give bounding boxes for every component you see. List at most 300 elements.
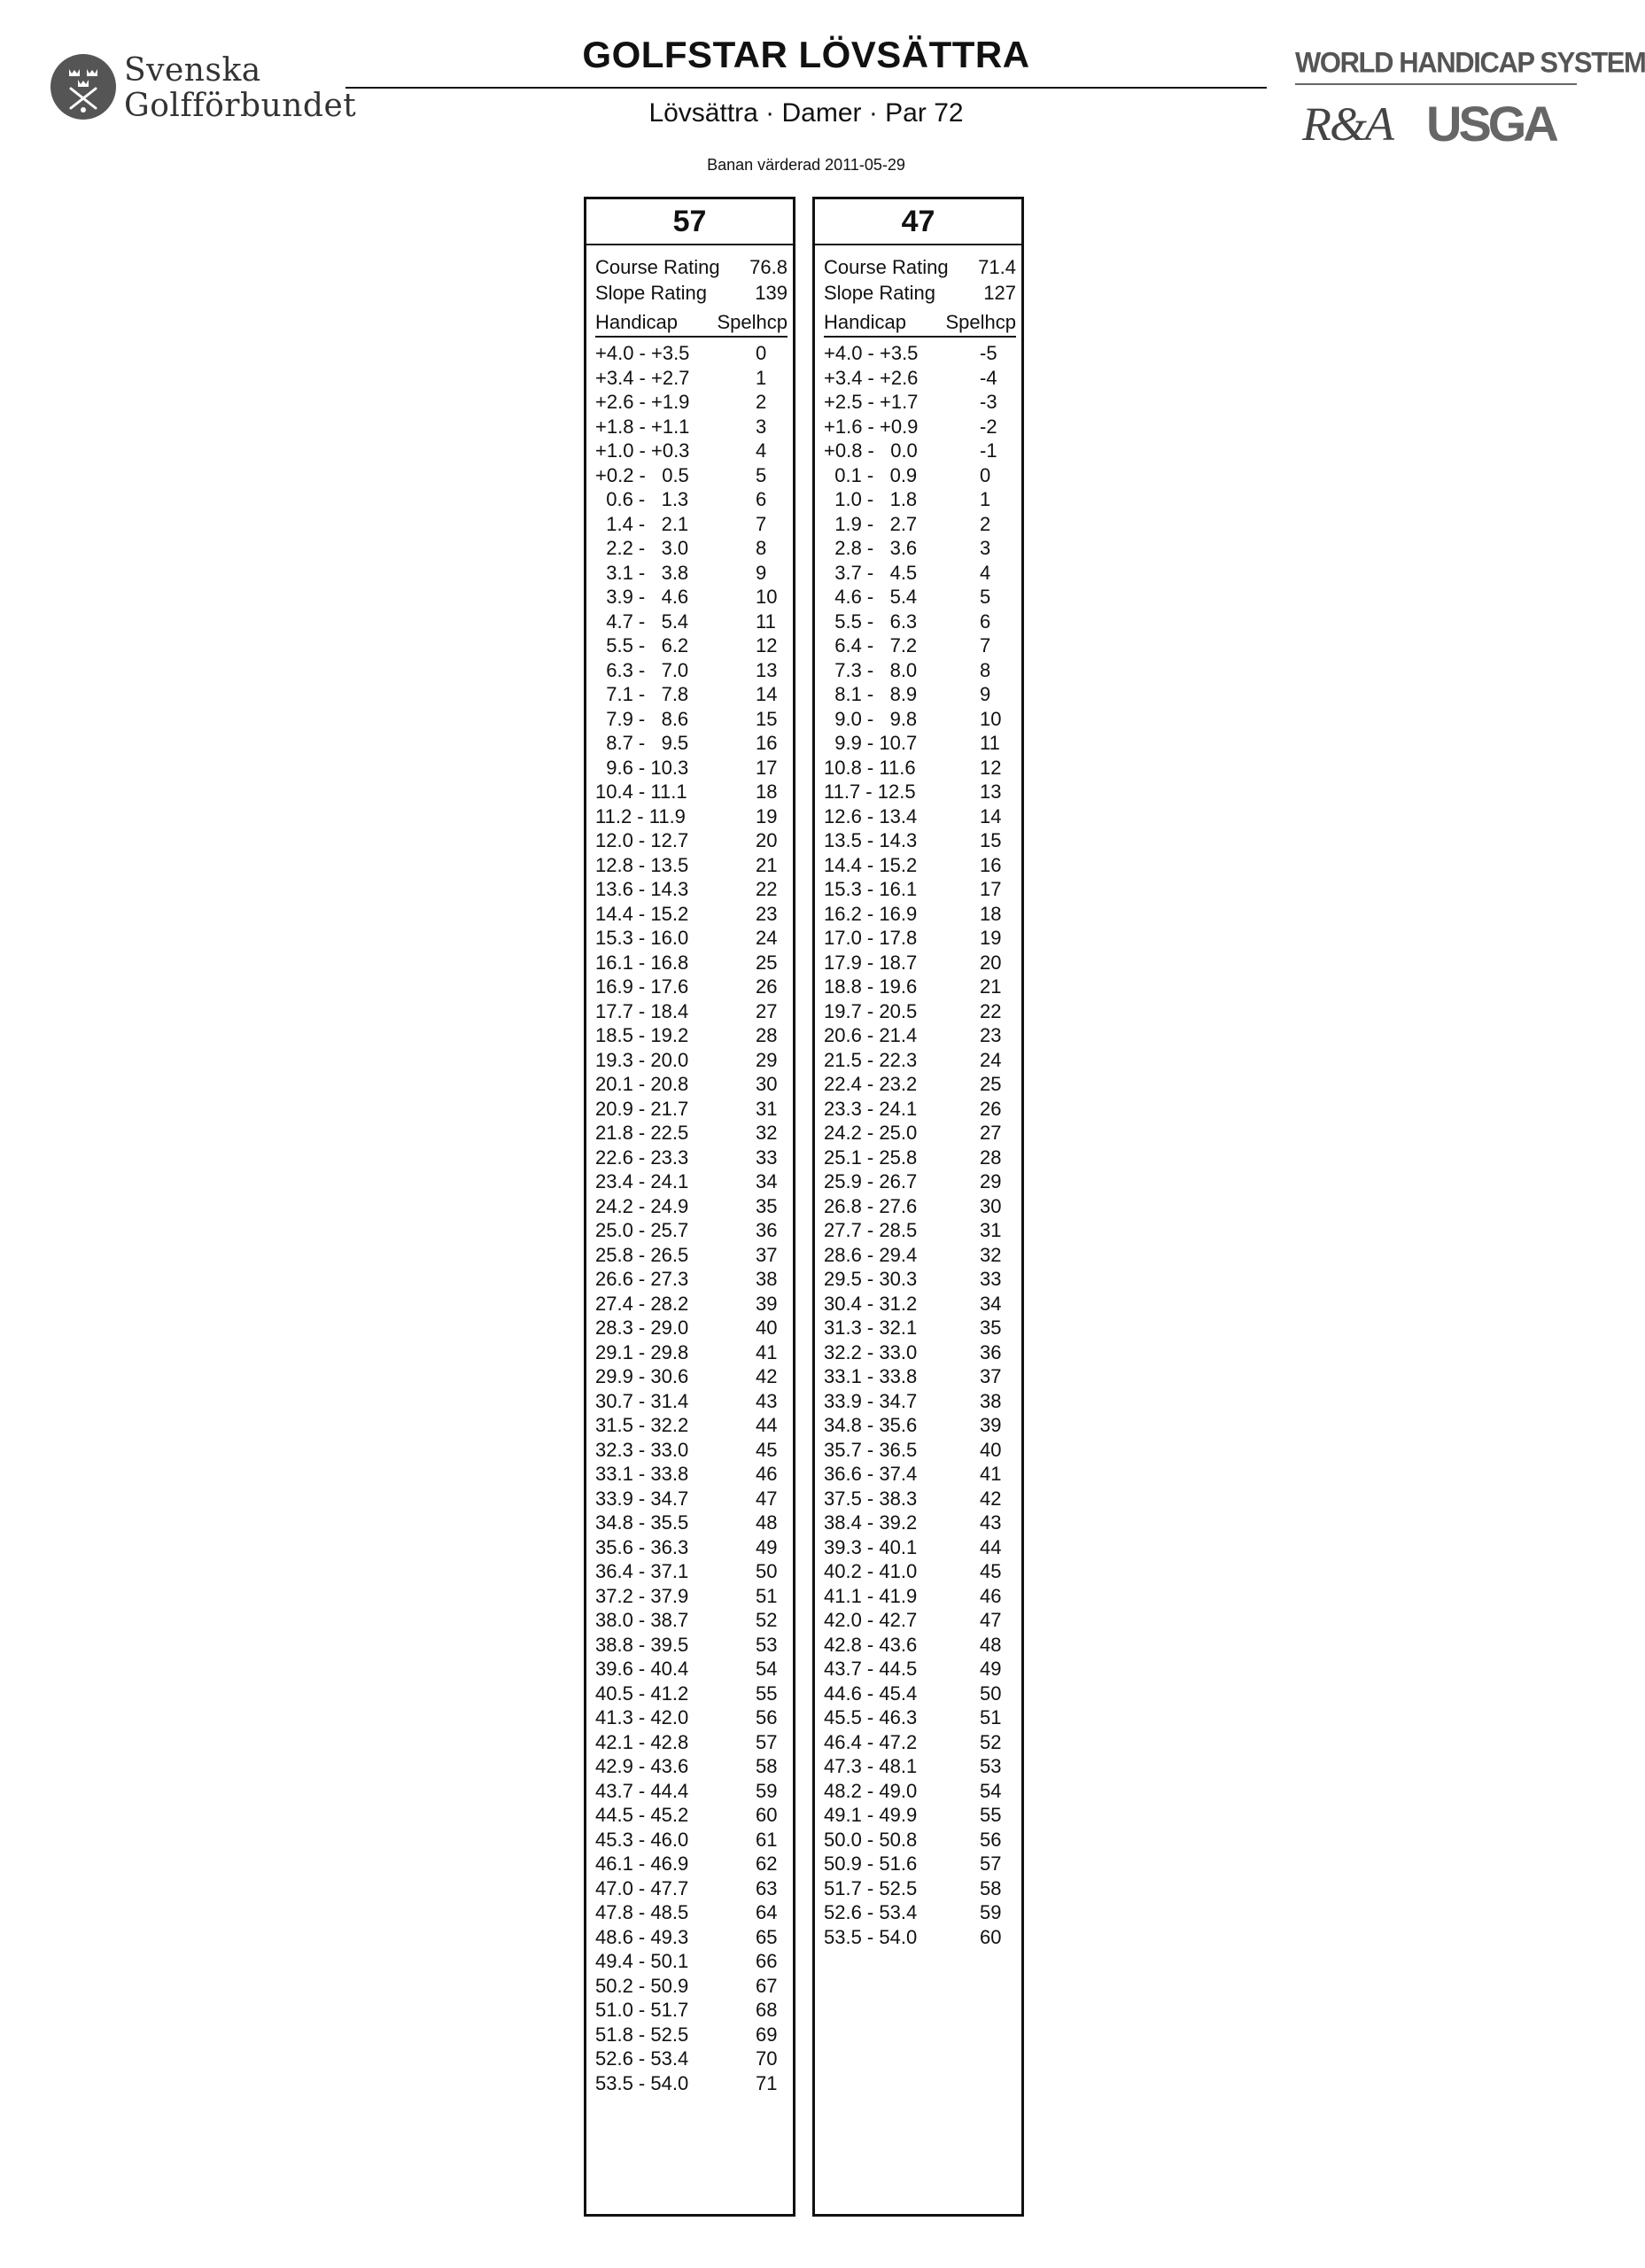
table-row [595, 1779, 793, 1804]
tee-number: 57 [586, 199, 793, 245]
playing-handicap: 21 [756, 853, 778, 876]
playing-handicap: 58 [756, 1755, 778, 1777]
table-row [595, 780, 793, 804]
playing-handicap: 6 [980, 610, 991, 633]
table-row [595, 1438, 793, 1463]
handicap-range: 31.5 - 32.2 [595, 1414, 689, 1436]
playing-handicap: 21 [980, 975, 1002, 998]
tee-column-2 [812, 197, 1024, 2217]
handicap-range: 17.0 - 17.8 [824, 927, 918, 949]
handicap-range: 26.6 - 27.3 [595, 1268, 689, 1290]
tee-number: 47 [815, 199, 1021, 245]
svenska-golfforbundet-logo [50, 51, 357, 131]
table-row [595, 366, 793, 391]
handicap-range: 10.4 - 11.1 [595, 781, 687, 803]
table-row [595, 1633, 793, 1658]
table-header [595, 309, 788, 338]
table-row [824, 780, 1021, 804]
handicap-range: 51.0 - 51.7 [595, 1999, 689, 2021]
playing-handicap: 59 [756, 1779, 778, 1802]
handicap-range: 22.4 - 23.2 [824, 1073, 918, 1095]
handicap-range: 0.6 - 1.3 [595, 488, 689, 510]
handicap-range: 25.0 - 25.7 [595, 1219, 689, 1241]
playing-handicap: 17 [980, 878, 1002, 900]
playing-handicap: 11 [980, 732, 1000, 754]
handicap-range: 7.9 - 8.6 [595, 707, 689, 730]
playing-handicap: 49 [980, 1658, 1002, 1680]
playing-handicap: 36 [756, 1219, 778, 1241]
playing-handicap: -2 [980, 415, 997, 438]
handicap-range: 40.5 - 41.2 [595, 1682, 689, 1705]
handicap-range: 48.6 - 49.3 [595, 1925, 689, 1948]
handicap-range: 16.1 - 16.8 [595, 951, 689, 974]
table-row [595, 1169, 793, 1194]
handicap-range: 43.7 - 44.5 [824, 1658, 918, 1680]
playing-handicap: 16 [980, 853, 1002, 876]
handicap-range: 23.4 - 24.1 [595, 1170, 689, 1192]
handicap-range: 37.2 - 37.9 [595, 1584, 689, 1607]
handicap-range: 9.9 - 10.7 [824, 732, 918, 754]
handicap-range: 21.5 - 22.3 [824, 1048, 918, 1071]
handicap-range: 15.3 - 16.1 [824, 878, 918, 900]
table-row [595, 902, 793, 927]
table-row [824, 975, 1021, 999]
playing-handicap: 1 [756, 366, 767, 389]
table-row [595, 1657, 793, 1682]
playing-handicap: 38 [756, 1268, 778, 1290]
handicap-range: 38.0 - 38.7 [595, 1609, 689, 1631]
handicap-range: 22.6 - 23.3 [595, 1146, 689, 1169]
whs-logo [1295, 44, 1645, 151]
table-row [595, 853, 793, 878]
table-row [824, 1048, 1021, 1073]
playing-handicap: 45 [756, 1438, 778, 1461]
handicap-range: 36.4 - 37.1 [595, 1560, 689, 1582]
table-row [824, 1535, 1021, 1560]
table-row [824, 1876, 1021, 1901]
playing-handicap: -4 [980, 366, 997, 389]
playing-handicap: 47 [756, 1487, 778, 1510]
playing-handicap: 4 [756, 439, 767, 462]
playing-handicap: 4 [980, 561, 991, 584]
handicap-range: 33.9 - 34.7 [824, 1389, 918, 1412]
table-row [595, 1998, 793, 2023]
playing-handicap: 70 [756, 2047, 778, 2070]
playing-handicap: 47 [980, 1609, 1002, 1631]
handicap-range: 42.9 - 43.6 [595, 1755, 689, 1777]
table-row [595, 1828, 793, 1852]
table-row [824, 658, 1021, 683]
table-row [595, 415, 793, 439]
table-row [595, 341, 793, 366]
table-row [824, 1584, 1021, 1609]
table-row [595, 1974, 793, 1999]
handicap-range: 51.7 - 52.5 [824, 1876, 918, 1899]
playing-handicap: 3 [756, 415, 767, 438]
playing-handicap: 37 [980, 1365, 1002, 1387]
handicap-range: 48.2 - 49.0 [824, 1779, 918, 1802]
table-row [595, 658, 793, 683]
table-row [824, 1340, 1021, 1365]
playing-handicap: 63 [756, 1876, 778, 1899]
playing-handicap: 68 [756, 1999, 778, 2021]
handicap-range: 44.6 - 45.4 [824, 1682, 918, 1705]
handicap-range: 44.5 - 45.2 [595, 1804, 689, 1826]
table-row [595, 1682, 793, 1706]
table-row [824, 366, 1021, 391]
handicap-range: 32.3 - 33.0 [595, 1438, 689, 1461]
playing-handicap: 29 [756, 1048, 778, 1071]
handicap-range: 42.8 - 43.6 [824, 1633, 918, 1656]
playing-handicap: 52 [980, 1730, 1002, 1753]
playing-handicap: 29 [980, 1170, 1002, 1192]
course-rating-row [595, 254, 788, 280]
table-row [595, 1097, 793, 1122]
table-row [595, 1754, 793, 1779]
table-row [824, 951, 1021, 975]
playing-handicap: 54 [756, 1658, 778, 1680]
handicap-range: 5.5 - 6.2 [595, 634, 689, 656]
slope-rating-value: 127 [983, 282, 1016, 304]
table-row [824, 439, 1021, 463]
playing-handicap: 34 [980, 1292, 1002, 1315]
slope-rating-label: Slope Rating [824, 282, 935, 304]
handicap-range: 49.1 - 49.9 [824, 1804, 918, 1826]
playing-handicap: 30 [756, 1073, 778, 1095]
playing-handicap: 12 [756, 634, 778, 656]
spelhcp-header: Spelhcp [717, 311, 788, 333]
handicap-range: 50.9 - 51.6 [824, 1852, 918, 1875]
handicap-range: +0.2 - 0.5 [595, 463, 689, 486]
playing-handicap: 25 [980, 1073, 1002, 1095]
table-row [824, 682, 1021, 707]
table-row [824, 828, 1021, 853]
table-row [824, 1267, 1021, 1292]
table-row [595, 1876, 793, 1901]
playing-handicap: 59 [980, 1901, 1002, 1923]
playing-handicap: 45 [980, 1560, 1002, 1582]
table-row [595, 731, 793, 756]
slope-rating-label: Slope Rating [595, 282, 707, 304]
playing-handicap: 15 [756, 707, 778, 730]
org-name-line2: Golfförbundet [124, 88, 357, 124]
table-row [595, 756, 793, 781]
handicap-range: 3.9 - 4.6 [595, 586, 689, 608]
handicap-range: +0.8 - 0.0 [824, 439, 918, 462]
handicap-range: 33.1 - 33.8 [595, 1463, 689, 1485]
table-row [595, 512, 793, 537]
table-row [595, 1121, 793, 1146]
playing-handicap: 60 [756, 1804, 778, 1826]
table-row [824, 1900, 1021, 1925]
handicap-range: 17.7 - 18.4 [595, 999, 689, 1022]
playing-handicap: 53 [756, 1633, 778, 1656]
playing-handicap: 24 [756, 927, 778, 949]
handicap-range: 28.3 - 29.0 [595, 1317, 689, 1339]
playing-handicap: 40 [980, 1438, 1002, 1461]
playing-handicap: 41 [980, 1463, 1002, 1485]
handicap-range: 1.9 - 2.7 [824, 512, 918, 535]
table-row [824, 487, 1021, 512]
playing-handicap: 60 [980, 1925, 1002, 1948]
playing-handicap: 15 [980, 829, 1002, 851]
table-row [595, 707, 793, 732]
playing-handicap: 17 [756, 756, 778, 779]
table-row [595, 1243, 793, 1268]
table-row [824, 1194, 1021, 1219]
playing-handicap: 14 [980, 804, 1002, 827]
handicap-range: 18.5 - 19.2 [595, 1024, 689, 1046]
table-row [595, 804, 793, 829]
handicap-range: 2.2 - 3.0 [595, 537, 689, 559]
handicap-range: 16.2 - 16.9 [824, 902, 918, 925]
table-row [824, 415, 1021, 439]
playing-handicap: 13 [980, 781, 1002, 803]
table-row [824, 877, 1021, 902]
playing-handicap: 22 [980, 999, 1002, 1022]
table-row [595, 1803, 793, 1828]
table-row [824, 1852, 1021, 1876]
handicap-table [586, 341, 793, 2095]
handicap-range: 41.1 - 41.9 [824, 1584, 918, 1607]
playing-handicap: 0 [980, 463, 991, 486]
playing-handicap: 66 [756, 1950, 778, 1972]
table-row [595, 1584, 793, 1609]
table-row [595, 439, 793, 463]
playing-handicap: 44 [756, 1414, 778, 1436]
handicap-range: 53.5 - 54.0 [595, 2071, 689, 2094]
handicap-range: 2.8 - 3.6 [824, 537, 918, 559]
playing-handicap: 24 [980, 1048, 1002, 1071]
playing-handicap: 57 [980, 1852, 1002, 1875]
playing-handicap: 57 [756, 1730, 778, 1753]
handicap-range: 51.8 - 52.5 [595, 2023, 689, 2046]
table-row [595, 1949, 793, 1974]
playing-handicap: 27 [980, 1122, 1002, 1144]
slope-rating-row [824, 280, 1016, 306]
handicap-range: 10.8 - 11.6 [824, 756, 916, 779]
usga-logo: USGA [1426, 96, 1556, 151]
handicap-range: 27.4 - 28.2 [595, 1292, 689, 1315]
handicap-range: 37.5 - 38.3 [824, 1487, 918, 1510]
playing-handicap: 50 [756, 1560, 778, 1582]
handicap-range: 47.3 - 48.1 [824, 1755, 918, 1777]
playing-handicap: 40 [756, 1317, 778, 1339]
ratings-block [815, 254, 1021, 338]
table-row [595, 1462, 793, 1487]
handicap-range: 33.9 - 34.7 [595, 1487, 689, 1510]
course-title: GOLFSTAR LÖVSÄTTRA [582, 34, 1030, 75]
handicap-range: 25.8 - 26.5 [595, 1243, 689, 1266]
playing-handicap: 11 [756, 610, 776, 633]
tee-column-1 [584, 197, 795, 2217]
handicap-range: 20.9 - 21.7 [595, 1097, 689, 1120]
table-row [595, 1511, 793, 1535]
playing-handicap: 9 [756, 561, 767, 584]
course-rating-label: Course Rating [824, 256, 949, 278]
playing-handicap: 7 [756, 512, 767, 535]
table-row [824, 1925, 1021, 1950]
playing-handicap: 71 [756, 2071, 778, 2094]
playing-handicap: 33 [756, 1146, 778, 1169]
table-row [824, 1072, 1021, 1097]
playing-handicap: 56 [756, 1706, 778, 1728]
table-row [824, 1754, 1021, 1779]
handicap-range: +1.8 - +1.1 [595, 415, 690, 438]
table-row [824, 1633, 1021, 1658]
course-subtitle: Lövsättra · Damer · Par 72 [648, 98, 964, 128]
playing-handicap: 35 [756, 1194, 778, 1217]
table-row [824, 1682, 1021, 1706]
handicap-range: +4.0 - +3.5 [595, 342, 690, 364]
playing-handicap: 51 [980, 1706, 1002, 1728]
table-row [595, 633, 793, 658]
playing-handicap: -3 [980, 391, 997, 413]
playing-handicap: 1 [980, 488, 991, 510]
table-row [824, 1779, 1021, 1804]
table-row [824, 1608, 1021, 1633]
playing-handicap: 50 [980, 1682, 1002, 1705]
playing-handicap: 53 [980, 1755, 1002, 1777]
playing-handicap: 56 [980, 1828, 1002, 1851]
org-name-line1: Svenska [124, 52, 261, 89]
handicap-range: 19.3 - 20.0 [595, 1048, 689, 1071]
handicap-range: 8.1 - 8.9 [824, 683, 918, 705]
table-row [595, 1389, 793, 1414]
playing-handicap: 67 [756, 1974, 778, 1997]
playing-handicap: 20 [756, 829, 778, 851]
org-name [124, 53, 356, 124]
table-row [595, 1535, 793, 1560]
table-row [824, 341, 1021, 366]
playing-handicap: 31 [756, 1097, 778, 1120]
handicap-range: 53.5 - 54.0 [824, 1925, 918, 1948]
table-row [824, 1657, 1021, 1682]
table-row [824, 585, 1021, 610]
playing-handicap: 32 [756, 1122, 778, 1144]
handicap-range: 8.7 - 9.5 [595, 732, 689, 754]
table-row [824, 731, 1021, 756]
table-header [824, 309, 1016, 338]
handicap-range: 13.5 - 14.3 [824, 829, 918, 851]
handicap-range: +2.6 - +1.9 [595, 391, 690, 413]
course-rating-value: 71.4 [978, 256, 1016, 278]
table-row [595, 975, 793, 999]
handicap-range: 52.6 - 53.4 [824, 1901, 918, 1923]
table-row [595, 463, 793, 488]
playing-handicap: 33 [980, 1268, 1002, 1290]
handicap-range: 38.4 - 39.2 [824, 1511, 918, 1534]
table-row [595, 487, 793, 512]
table-row [824, 853, 1021, 878]
handicap-range: 47.0 - 47.7 [595, 1876, 689, 1899]
table-row [824, 633, 1021, 658]
handicap-range: +2.5 - +1.7 [824, 391, 919, 413]
handicap-range: 50.0 - 50.8 [824, 1828, 918, 1851]
playing-handicap: 61 [756, 1828, 778, 1851]
table-row [595, 877, 793, 902]
table-row [595, 2047, 793, 2071]
handicap-range: 28.6 - 29.4 [824, 1243, 918, 1266]
table-row [595, 1194, 793, 1219]
handicap-range: 46.4 - 47.2 [824, 1730, 918, 1753]
playing-handicap: 5 [980, 586, 991, 608]
playing-handicap: 23 [980, 1024, 1002, 1046]
table-row [824, 536, 1021, 561]
handicap-range: 13.6 - 14.3 [595, 878, 689, 900]
handicap-range: +1.0 - +0.3 [595, 439, 690, 462]
playing-handicap: 10 [980, 707, 1002, 730]
playing-handicap: 10 [756, 586, 778, 608]
handicap-range: 18.8 - 19.6 [824, 975, 918, 998]
handicap-header: Handicap [824, 311, 906, 333]
table-row [595, 1487, 793, 1511]
handicap-range: 16.9 - 17.6 [595, 975, 689, 998]
handicap-range: 12.8 - 13.5 [595, 853, 689, 876]
table-row [824, 1438, 1021, 1463]
ratings-block [586, 254, 793, 338]
table-row [595, 1925, 793, 1950]
handicap-range: +3.4 - +2.6 [824, 366, 919, 389]
handicap-range: 24.2 - 24.9 [595, 1194, 689, 1217]
table-row [595, 2023, 793, 2047]
handicap-range: 49.4 - 50.1 [595, 1950, 689, 1972]
table-row [824, 1243, 1021, 1268]
course-rating-row [824, 254, 1016, 280]
playing-handicap: 28 [756, 1024, 778, 1046]
table-row [824, 1097, 1021, 1122]
playing-handicap: 69 [756, 2023, 778, 2046]
table-row [595, 682, 793, 707]
handicap-range: 1.0 - 1.8 [824, 488, 918, 510]
table-row [595, 1146, 793, 1170]
playing-handicap: 0 [756, 342, 767, 364]
table-row [824, 561, 1021, 586]
playing-handicap: 26 [756, 975, 778, 998]
handicap-range: 12.6 - 13.4 [824, 804, 918, 827]
playing-handicap: 43 [756, 1389, 778, 1412]
table-row [824, 1803, 1021, 1828]
table-row [595, 1267, 793, 1292]
handicap-range: 7.1 - 7.8 [595, 683, 689, 705]
playing-handicap: 18 [980, 902, 1002, 925]
table-row [595, 1852, 793, 1876]
handicap-range: 3.1 - 3.8 [595, 561, 689, 584]
playing-handicap: 48 [756, 1511, 778, 1534]
playing-handicap: 19 [980, 927, 1002, 949]
handicap-range: 23.3 - 24.1 [824, 1097, 918, 1120]
playing-handicap: 9 [980, 683, 991, 705]
playing-handicap: 38 [980, 1389, 1002, 1412]
handicap-range: 47.8 - 48.5 [595, 1901, 689, 1923]
handicap-range: 0.1 - 0.9 [824, 463, 918, 486]
handicap-range: 29.9 - 30.6 [595, 1365, 689, 1387]
handicap-range: 31.3 - 32.1 [824, 1317, 918, 1339]
table-row [595, 1048, 793, 1073]
table-row [824, 1511, 1021, 1535]
handicap-range: 36.6 - 37.4 [824, 1463, 918, 1485]
playing-handicap: 34 [756, 1170, 778, 1192]
handicap-range: 11.7 - 12.5 [824, 781, 916, 803]
playing-handicap: 35 [980, 1317, 1002, 1339]
playing-handicap: 7 [980, 634, 991, 656]
handicap-range: 35.6 - 36.3 [595, 1535, 689, 1558]
playing-handicap: 58 [980, 1876, 1002, 1899]
playing-handicap: 42 [756, 1365, 778, 1387]
handicap-range: 9.0 - 9.8 [824, 707, 918, 730]
handicap-range: 33.1 - 33.8 [824, 1365, 918, 1387]
table-row [595, 1900, 793, 1925]
